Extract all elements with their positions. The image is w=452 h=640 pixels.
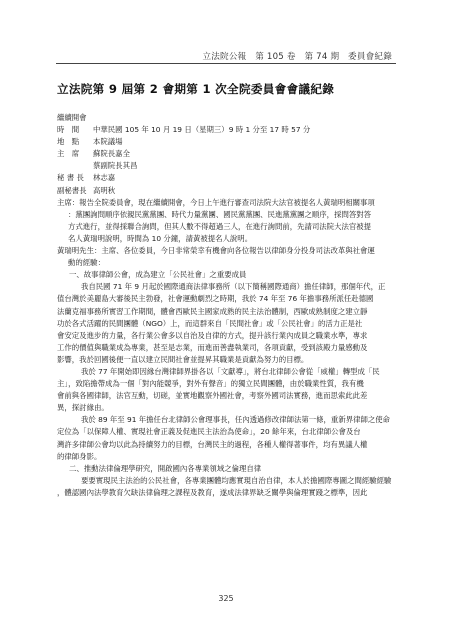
text-line: 方式進行，並得採聯合詢問，但其人數不得超過三人，在進行詢問前，先請司法院大法官被提: [68, 221, 372, 231]
text-line: 主席：報告全院委員會，現在繼續開會，今日上午進行審查司法院大法官被提名人黃瑞明相關事項: [57, 197, 375, 207]
section1-paragraph-1: [57, 281, 395, 366]
meta-value: 蘇院長嘉全: [93, 149, 130, 159]
meta-label: 秘 書 長: [57, 173, 84, 183]
text-line: 工作的價值與職業成為專業，甚至是志業，而進而善盡執業司，各項貢獻，受到該殿力量感動及: [57, 342, 368, 352]
text-line: 的律師身影。: [57, 451, 102, 461]
section-heading-2: 二、推動法律倫理學研究，開啟國內各專業領域之倫理自律: [69, 463, 262, 473]
text-line: 會安定及進步的力量，各行業公會多以自治及自律的方式，提升該行業內成員之職業水準，專求: [57, 330, 368, 340]
meta-value: 蔡副院長其昌: [93, 161, 138, 171]
text-line: 異，探討緣由。: [57, 403, 109, 413]
meta-label: 主 席: [57, 149, 80, 159]
meta-label: 時 間: [57, 125, 80, 135]
text-line: 值台灣於美麗島大審後民主勃發，社會運動劇烈之時期，我於 74 年至 76 年擔事務所派任赴德國: [57, 294, 374, 304]
text-line: 我於 89 年至 91 年擔任台北律師公會理事長，任內透過修改律師法第一條，重新界律師之使命: [81, 415, 391, 425]
meta-value: 林志嘉: [93, 173, 116, 183]
meta-value: 高明秋: [93, 185, 116, 195]
text-line: ，體認國內法學教育欠缺法律倫理之課程及教育，遂成法律界缺乏關學與倫理實踐之標準，因此: [57, 487, 368, 497]
chair-statement: [57, 197, 395, 245]
text-line: 會前與各國律師，法官互動，切磋，並實地觀察外國社會，考察外國司法實務，進而思索此此差: [57, 391, 368, 401]
meta-row-chair-2: [57, 160, 395, 172]
text-line: 黃瑞明先生：主席、各位委員，今日非常榮幸有機會向各位報告以律師身分投身司法改革與社會運: [57, 246, 375, 256]
text-line: ：黨團詢問順序依親民黨黨團、時代力量黨團、國民黨黨團、民進黨黨團之順序，採問答對答: [68, 209, 372, 219]
meta-row-chair: [57, 148, 395, 160]
section1-paragraph-2: [57, 366, 395, 414]
page-number: 325: [218, 594, 234, 603]
meta-label: 副秘書長: [57, 185, 87, 195]
nominee-intro: [57, 245, 395, 269]
meta-label: 地 點: [57, 137, 80, 147]
text-line: 影響，我於回國後便一直以建立民間社會並提昇其職業是貢獻為努力的目標。: [57, 354, 309, 364]
section-heading-1: 一、故事律師公會，成為建立「公民社會」之重要成員: [69, 270, 247, 280]
text-line: 要要實現民主法治的公民社會，各專業團體均應實現自治自律，本人於擔國際專圖之間經驗經驗: [81, 475, 392, 485]
session-line: 繼續開會: [57, 113, 87, 122]
meta-row-deputy-secretary-general: [57, 185, 395, 197]
document-title: 立法院第 9 屆第 2 會期第 1 次全院委員會會議紀錄: [57, 82, 335, 96]
text-line: 主」，致陷擔帶成為一個「對內能競爭，對外有聲音」的獨立民間團體，由於職業性質，我有機: [57, 379, 364, 389]
meta-label: [57, 160, 93, 172]
text-line: 功於各式活躍的民間團體（NGO）上，而這群來自「民間社會」或「公民社會」的活力正是社: [57, 318, 363, 328]
meta-value: 中華民國 105 年 10 月 19 日（星期三）9 時 1 分至 17 時 57 分: [93, 125, 311, 135]
document-body: [57, 112, 395, 499]
meta-value: 本院議場: [93, 137, 123, 147]
text-line: 動的經驗：: [68, 258, 105, 268]
meta-row-time: [57, 124, 395, 136]
text-line: 我自民國 71 年 9 月起於國際通商法律事務所（以下簡稱國際通商）擔任律師，那個年代，正: [81, 282, 386, 292]
meta-row-secretary-general: [57, 172, 395, 184]
meta-row-place: [57, 136, 395, 148]
section2-paragraph-1: [57, 475, 395, 499]
text-line: 我於 77 年開始即因緣台灣律師界掛各以「文獻導」，將台北律師公會從「威權」轉型成「民: [81, 366, 380, 376]
header-rule: [56, 63, 396, 64]
section1-paragraph-3: [57, 414, 395, 462]
text-line: 灣許多律師公會均以此為持續努力的目標，台灣民主的過程，各種人權得著事件，均有異議人權: [57, 439, 368, 449]
running-header: 立法院公報 第 105 卷 第 74 期 委員會紀錄: [202, 52, 392, 62]
text-line: 名人黃瑞明說明，時間為 10 分鐘，請黃被提名人說明。: [68, 233, 253, 243]
text-line: 法蘭克福事務所實習工作期間，體會西歐民主國家成熟的民主法治體制，西歐成熟制度之建立靜: [57, 306, 368, 316]
text-line: 定位為「以保障人權、實現社會正義及促進民主法治為使命」，20 餘年來，台北律師公會及台: [57, 427, 361, 437]
